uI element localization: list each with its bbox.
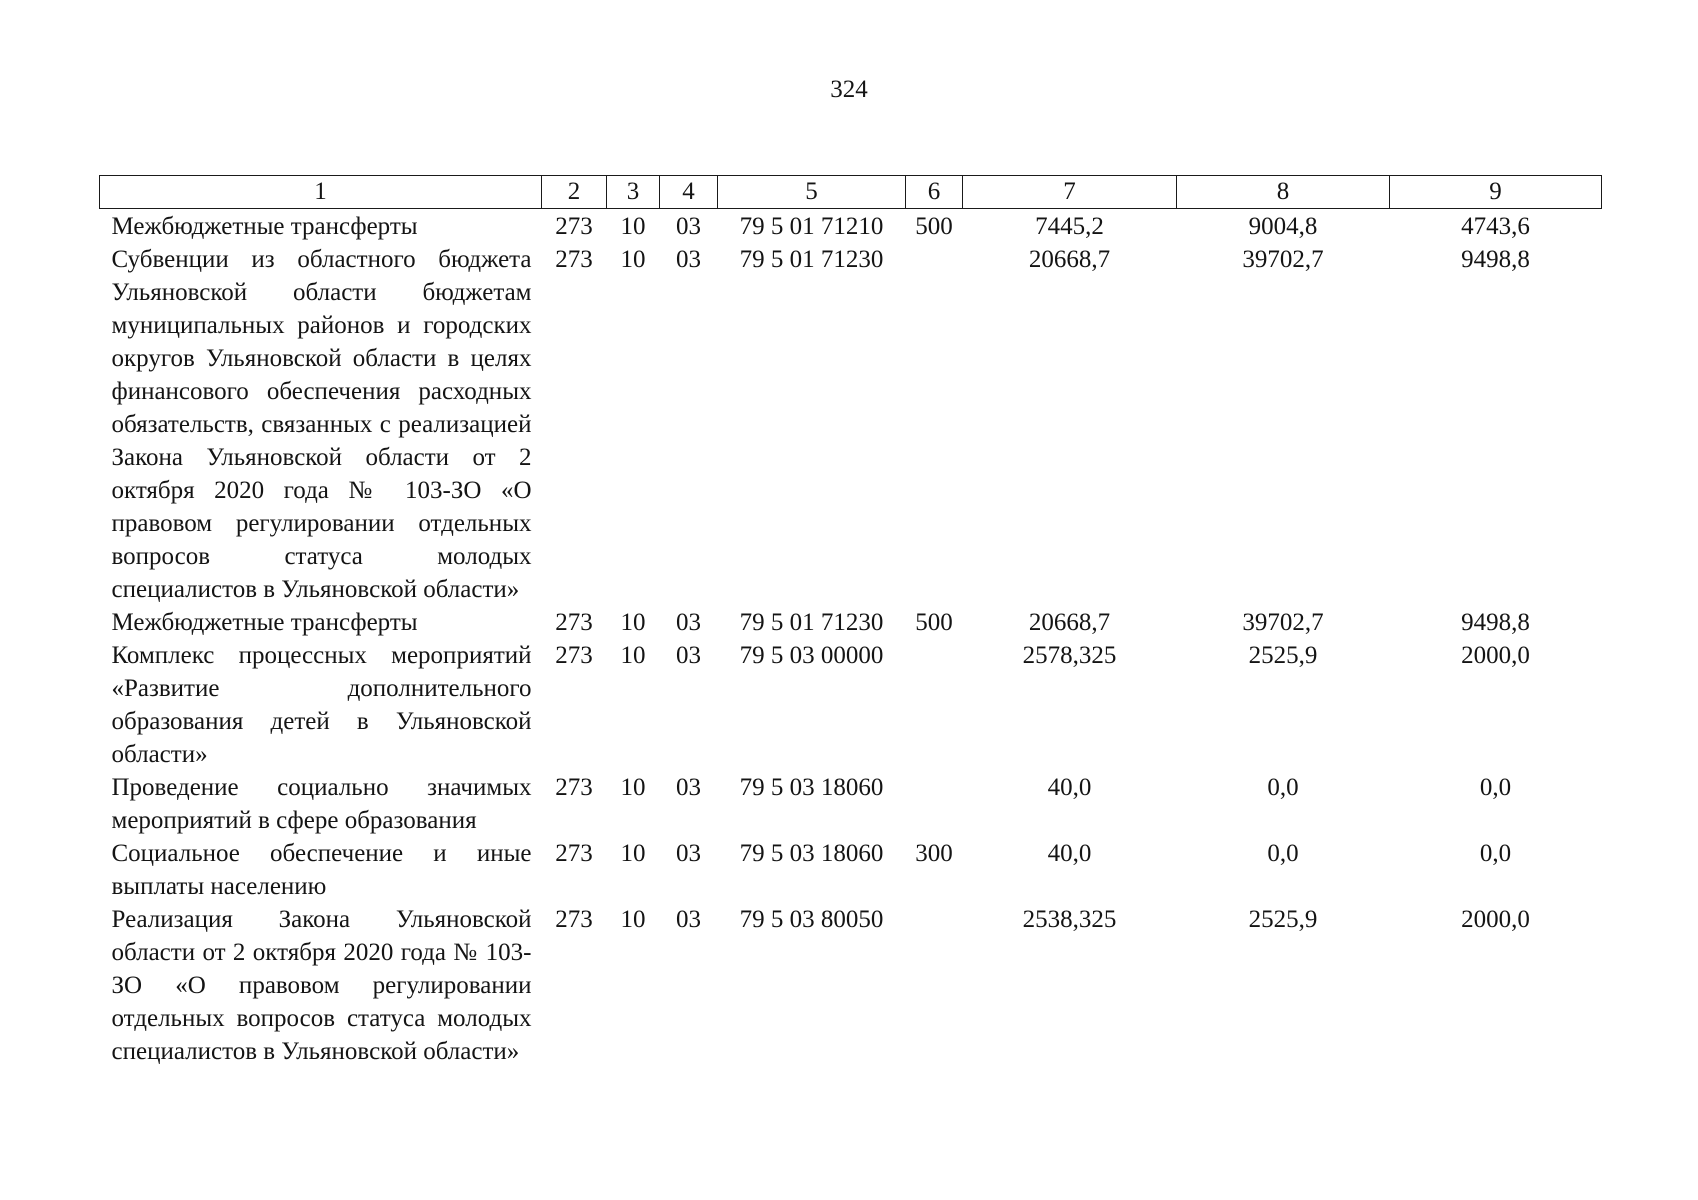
table-row [100, 209, 1602, 244]
cell-section: 10 [620, 774, 646, 801]
cell-section: 10 [620, 840, 646, 867]
cell-target-code: 79 5 03 18060 [739, 840, 884, 867]
cell-expense-type [906, 903, 963, 1068]
budget-table [99, 175, 1602, 1068]
header-cell: 8 [1177, 176, 1390, 209]
header-cell: 1 [100, 176, 542, 209]
cell-subsection: 03 [676, 774, 701, 801]
header-cell: 5 [718, 176, 906, 209]
row-name: Комплекс процессных мероприятий «Развитие дополнительного образования детей в Ульяновской области» [111, 642, 532, 768]
cell-target-code: 79 5 01 71210 [739, 213, 884, 240]
cell-target-code: 79 5 03 00000 [739, 642, 884, 669]
table-row [100, 639, 1602, 771]
header-cell: 9 [1390, 176, 1602, 209]
header-row [100, 176, 1602, 209]
cell-section: 10 [620, 213, 646, 240]
table-row [100, 606, 1602, 639]
table-row [100, 771, 1602, 837]
cell-expense-type: 300 [915, 840, 953, 867]
header-cell: 2 [542, 176, 607, 209]
cell-admin-code: 273 [555, 840, 593, 867]
cell-amount-9: 0,0 [1479, 774, 1512, 801]
cell-amount-7: 20668,7 [1028, 609, 1111, 636]
cell-target-code: 79 5 01 71230 [739, 246, 884, 273]
header-cell: 3 [607, 176, 660, 209]
cell-expense-type: 500 [915, 609, 953, 636]
cell-amount-8: 39702,7 [1242, 609, 1324, 636]
table-body [100, 209, 1602, 1069]
cell-section: 10 [620, 246, 646, 273]
cell-amount-7: 2538,325 [1022, 906, 1117, 933]
cell-subsection: 03 [676, 906, 701, 933]
cell-section: 10 [620, 609, 646, 636]
cell-expense-type: 500 [915, 213, 953, 240]
cell-section: 10 [620, 642, 646, 669]
cell-amount-8: 0,0 [1267, 774, 1299, 801]
cell-subsection: 03 [676, 642, 701, 669]
cell-subsection: 03 [676, 609, 701, 636]
cell-subsection: 03 [676, 246, 701, 273]
row-name: Межбюджетные трансферты [111, 213, 418, 240]
cell-amount-7: 7445,2 [1035, 213, 1104, 240]
table-row [100, 243, 1602, 606]
row-name: Субвенции из областного бюджета Ульяновской области бюджетам муниципальных районов и городских округов Ульяновской области в целях финансового обеспечения расходных обязательств, связанных с реализацией Закона Ульяновской области от 2 октября 2020 года № 103-ЗО «О правовом регулировании отдельных вопросов статуса молодых специалистов в Ульяновской области» [111, 246, 532, 603]
cell-amount-9: 2000,0 [1461, 642, 1530, 669]
cell-target-code: 79 5 03 18060 [739, 774, 884, 801]
cell-amount-9: 0,0 [1479, 840, 1512, 867]
cell-amount-8: 39702,7 [1242, 246, 1324, 273]
cell-admin-code: 273 [555, 246, 593, 273]
cell-admin-code: 273 [555, 774, 593, 801]
cell-amount-7: 20668,7 [1028, 246, 1111, 273]
cell-amount-7: 2578,325 [1022, 642, 1117, 669]
cell-admin-code: 273 [555, 609, 593, 636]
cell-amount-9: 9498,8 [1461, 246, 1530, 273]
table-row [100, 837, 1602, 903]
row-name: Социальное обеспечение и иные выплаты населению [111, 840, 532, 900]
cell-expense-type [906, 771, 963, 837]
row-name: Межбюджетные трансферты [111, 609, 418, 636]
cell-target-code: 79 5 01 71230 [739, 609, 884, 636]
row-name: Реализация Закона Ульяновской области от 2 октября 2020 года № 103-ЗО «О правовом регулировании отдельных вопросов статуса молодых специалистов в Ульяновской области» [111, 906, 532, 1065]
header-cell: 7 [963, 176, 1177, 209]
cell-admin-code: 273 [555, 906, 593, 933]
cell-amount-8: 0,0 [1267, 840, 1299, 867]
cell-amount-9: 9498,8 [1461, 609, 1530, 636]
cell-subsection: 03 [676, 213, 701, 240]
header-cell: 4 [660, 176, 718, 209]
cell-amount-9: 4743,6 [1461, 213, 1530, 240]
cell-target-code: 79 5 03 80050 [739, 906, 884, 933]
table-row [100, 903, 1602, 1068]
cell-section: 10 [620, 906, 646, 933]
cell-amount-8: 2525,9 [1248, 906, 1318, 933]
cell-amount-8: 9004,8 [1248, 213, 1318, 240]
cell-amount-7: 40,0 [1047, 774, 1092, 801]
cell-amount-7: 40,0 [1047, 840, 1092, 867]
cell-admin-code: 273 [555, 642, 593, 669]
cell-admin-code: 273 [555, 213, 593, 240]
header-cell: 6 [906, 176, 963, 209]
cell-expense-type [906, 639, 963, 771]
row-name: Проведение социально значимых мероприятий в сфере образования [111, 774, 532, 834]
cell-expense-type [906, 243, 963, 606]
page-number: 324 [830, 76, 868, 103]
table-header [100, 176, 1602, 209]
cell-amount-8: 2525,9 [1248, 642, 1318, 669]
cell-amount-9: 2000,0 [1461, 906, 1530, 933]
cell-subsection: 03 [676, 840, 701, 867]
